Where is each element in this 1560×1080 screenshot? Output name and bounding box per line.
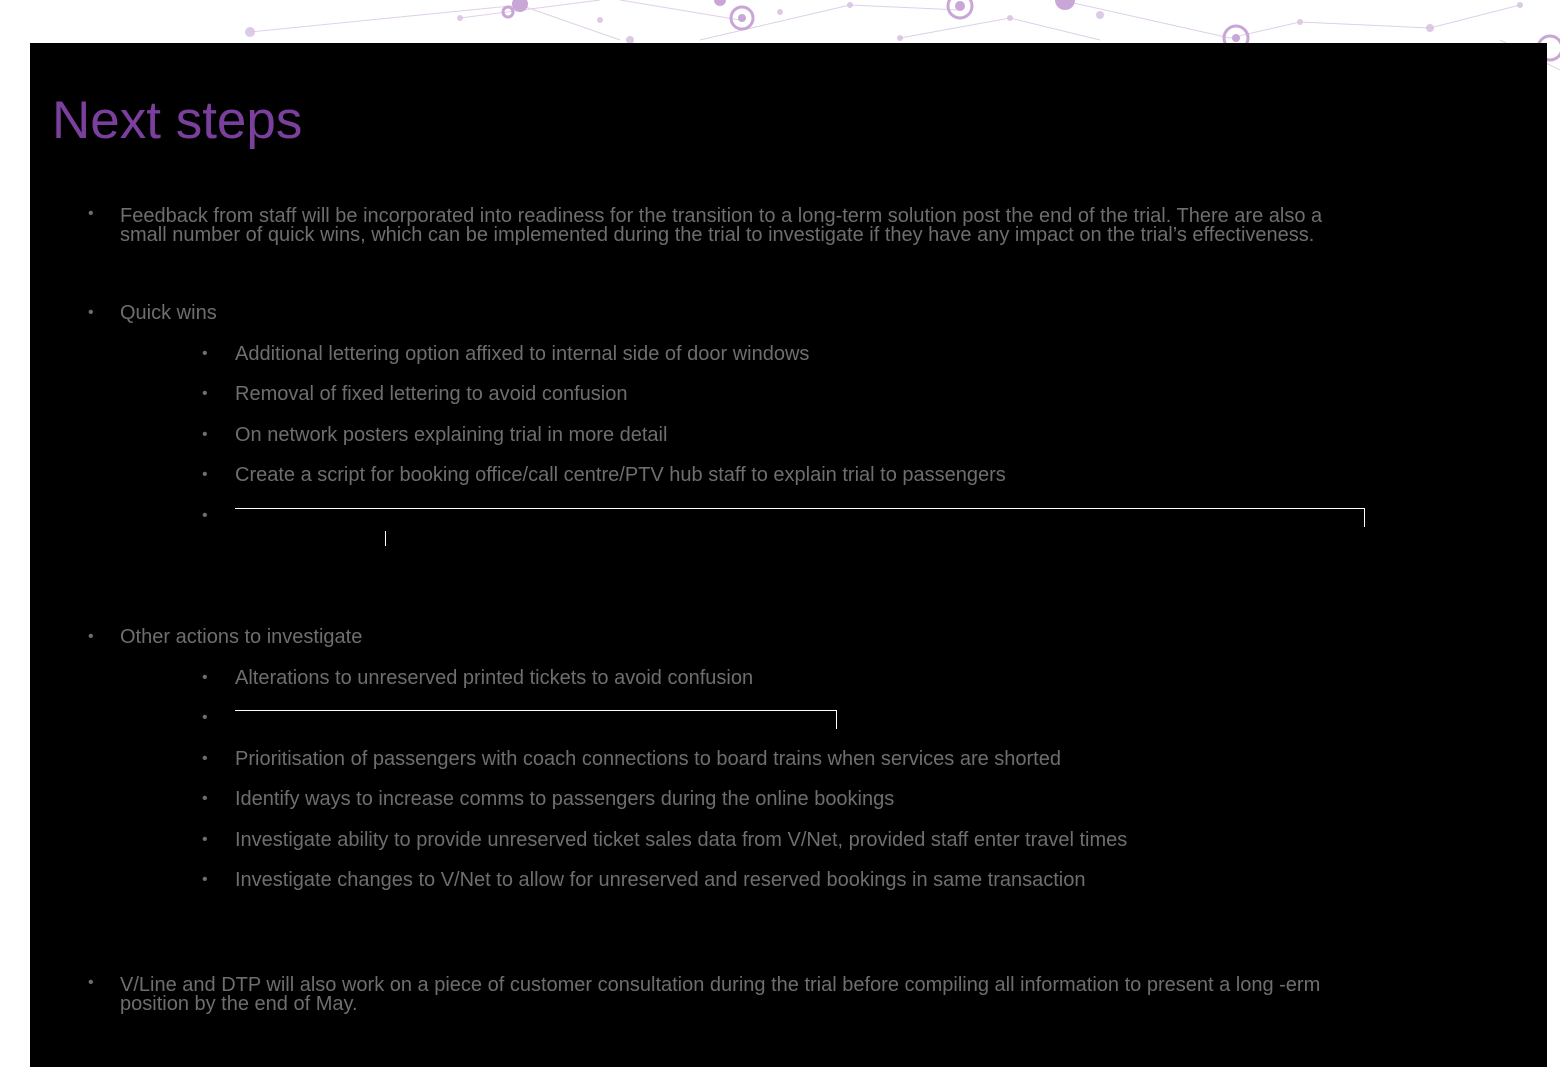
other-action-item: Prioritisation of passengers with coach connections to board trains when services are shorted (235, 748, 1061, 770)
bullet-marker: • (202, 790, 208, 807)
closing-paragraph: V/Line and DTP will also work on a piece of customer consultation during the trial before compiling all information to present a long -erm position by the end of May. (120, 974, 1321, 1015)
bullet-marker: • (88, 205, 94, 222)
bullet-marker: • (202, 709, 208, 726)
redaction-line (235, 508, 1365, 509)
slide-content (30, 43, 1547, 1067)
intro-paragraph: Feedback from staff will be incorporated into readiness for the transition to a long-term solution post the end of the trial. There are also a small number of quick wins, which can be implemented during the trial to investigate if they have any impact on the trial’s effectiveness. (120, 205, 1323, 246)
quick-win-item: Removal of fixed lettering to avoid confusion (235, 383, 628, 405)
bullet-marker: • (202, 426, 208, 443)
other-action-item: Investigate ability to provide unreserved ticket sales data from V/Net, provided staff enter travel times (235, 829, 1128, 851)
bullet-marker: • (202, 669, 208, 686)
bullet-marker: • (202, 507, 208, 524)
other-actions-heading: Other actions to investigate (120, 626, 363, 648)
redaction-line (235, 710, 837, 711)
other-action-item: Investigate changes to V/Net to allow for unreserved and reserved bookings in same transaction (235, 869, 1086, 891)
bullet-marker: • (202, 466, 208, 483)
quick-win-item: On network posters explaining trial in more detail (235, 424, 668, 446)
bullet-marker: • (88, 628, 94, 645)
other-action-item: Identify ways to increase comms to passengers during the online bookings (235, 788, 895, 810)
bullet-marker: • (202, 385, 208, 402)
quick-win-item: Additional lettering option affixed to internal side of door windows (235, 343, 810, 365)
text-cursor-mark (385, 531, 386, 546)
bullet-marker: • (88, 974, 94, 991)
redaction-line-end (1364, 508, 1365, 527)
redaction-line-end (836, 710, 837, 729)
slide-title: Next steps (52, 91, 303, 150)
bullet-marker: • (202, 871, 208, 888)
other-action-item: Alterations to unreserved printed tickets to avoid confusion (235, 667, 754, 689)
bullet-marker: • (202, 831, 208, 848)
quick-win-item: Create a script for booking office/call centre/PTV hub staff to explain trial to passengers (235, 464, 1006, 486)
quick-wins-heading: Quick wins (120, 302, 217, 324)
bullet-marker: • (88, 304, 94, 321)
bullet-marker: • (202, 750, 208, 767)
bullet-marker: • (202, 345, 208, 362)
